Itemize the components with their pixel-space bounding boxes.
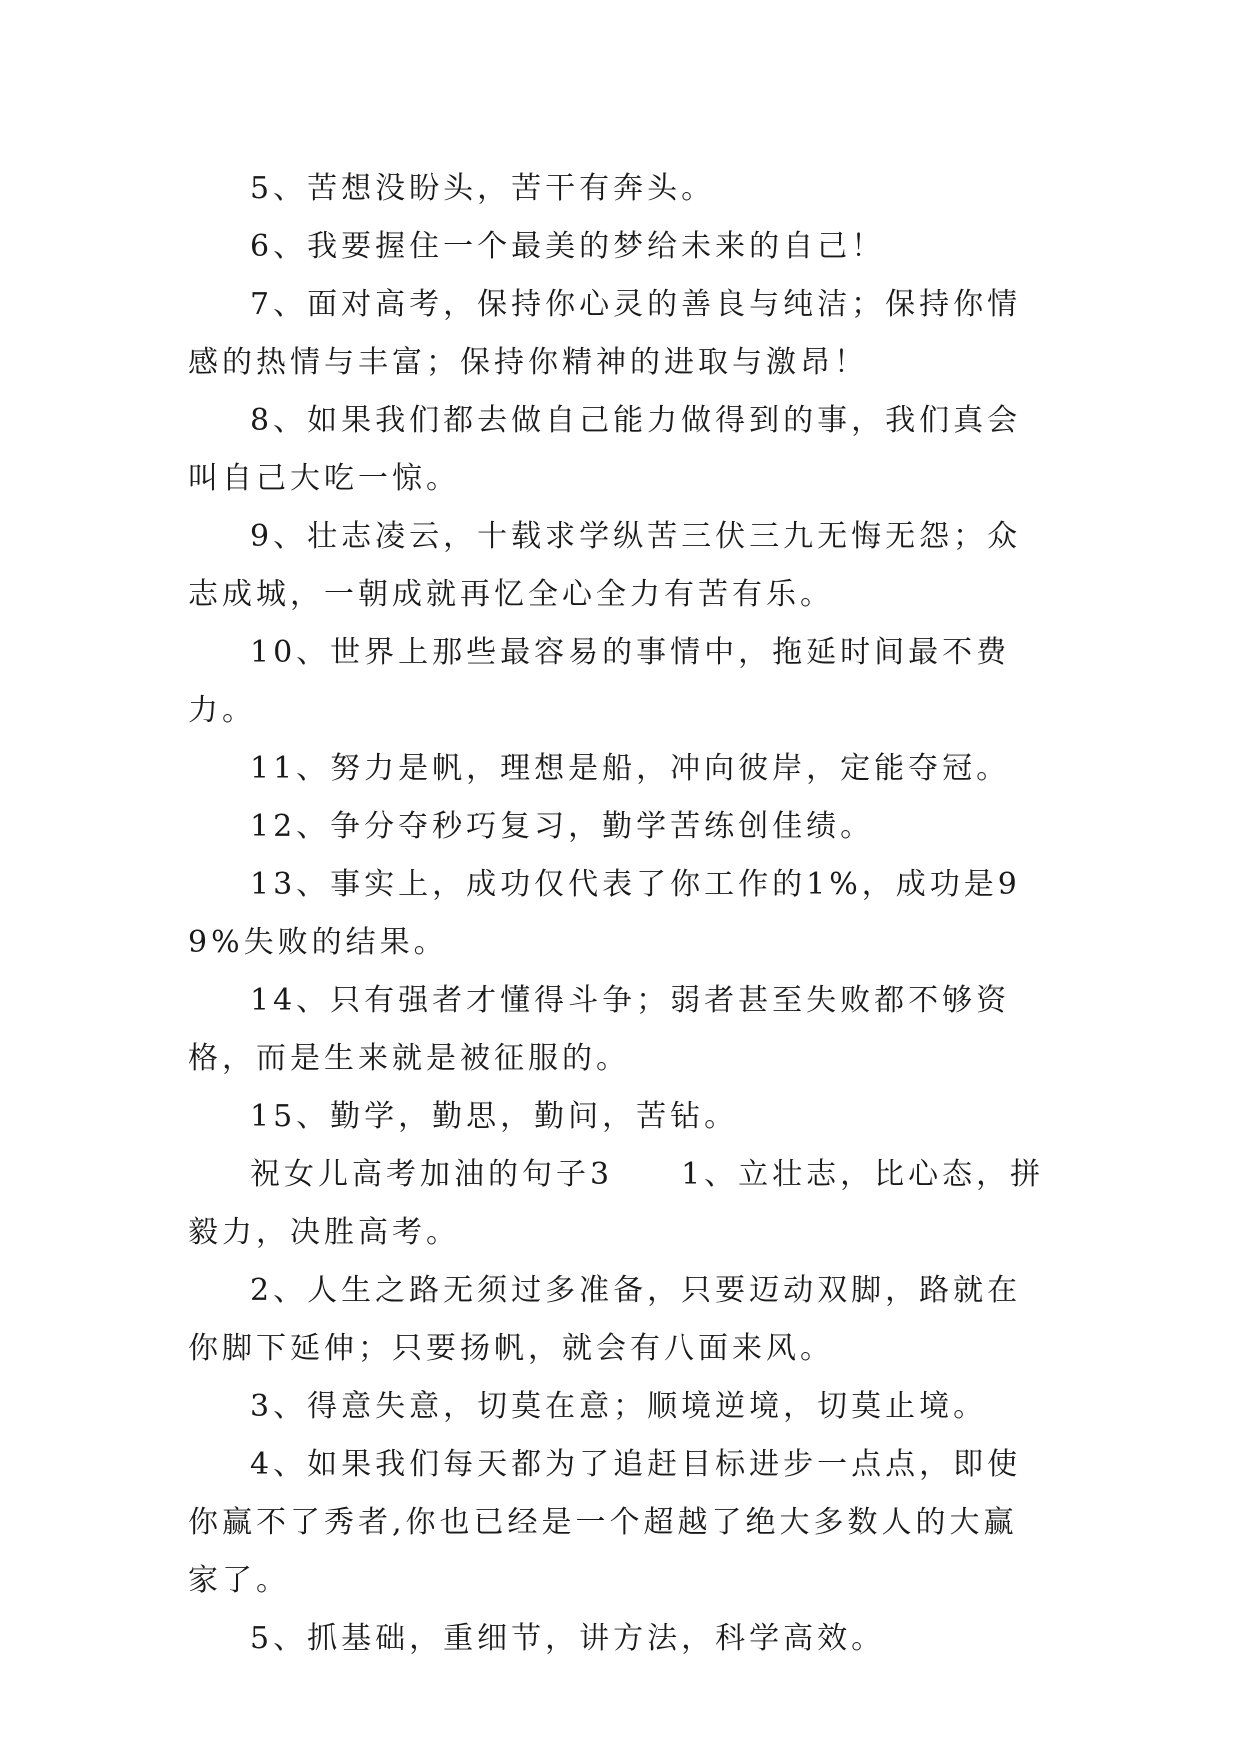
paragraph-11: 15、勤学，勤思，勤问，苦钻。 — [250, 1099, 739, 1134]
paragraph-16: 5、抓基础，重细节，讲方法，科学高效。 — [250, 1621, 886, 1656]
paragraph-7: 11、努力是帆，理想是船，冲向彼岸，定能夺冠。 — [250, 751, 1011, 786]
paragraph-5: 9、壮志凌云，十载求学纵苦三伏三九无悔无怨；众志成城，一朝成就再忆全心全力有苦有乐。 — [188, 519, 1022, 612]
paragraph-10: 14、只有强者才懂得斗争；弱者甚至失败都不够资格，而是生来就是被征服的。 — [188, 983, 1011, 1076]
paragraph-2: 6、我要握住一个最美的梦给未来的自己！ — [250, 229, 886, 264]
paragraph-1: 5、苦想没盼头，苦干有奔头。 — [250, 171, 716, 206]
section-heading-paragraph: 祝女儿高考加油的句子3 1、立壮志，比心态，拼毅力，决胜高考。 — [188, 1157, 1045, 1250]
paragraph-13: 2、人生之路无须过多准备，只要迈动双脚，路就在你脚下延伸；只要扬帆，就会有八面来风。 — [188, 1273, 1022, 1366]
paragraph-14: 3、得意失意，切莫在意；顺境逆境，切莫止境。 — [250, 1389, 988, 1424]
paragraph-6: 10、世界上那些最容易的事情中，拖延时间最不费力。 — [188, 635, 1011, 728]
paragraph-15: 4、如果我们每天都为了追赶目标进步一点点，即使你赢不了秀者,你也已经是一个超越了绝大多数人的大赢家了。 — [188, 1447, 1022, 1598]
paragraph-9: 13、事实上，成功仅代表了你工作的1%，成功是99%失败的结果。 — [188, 867, 1021, 960]
paragraph-3: 7、面对高考，保持你心灵的善良与纯洁；保持你情感的热情与丰富；保持你精神的进取与激昂！ — [188, 287, 1022, 380]
paragraph-8: 12、争分夺秒巧复习，勤学苦练创佳绩。 — [250, 809, 875, 844]
document-body — [188, 160, 1048, 1668]
paragraph-4: 8、如果我们都去做自己能力做得到的事，我们真会叫自己大吃一惊。 — [188, 403, 1022, 496]
